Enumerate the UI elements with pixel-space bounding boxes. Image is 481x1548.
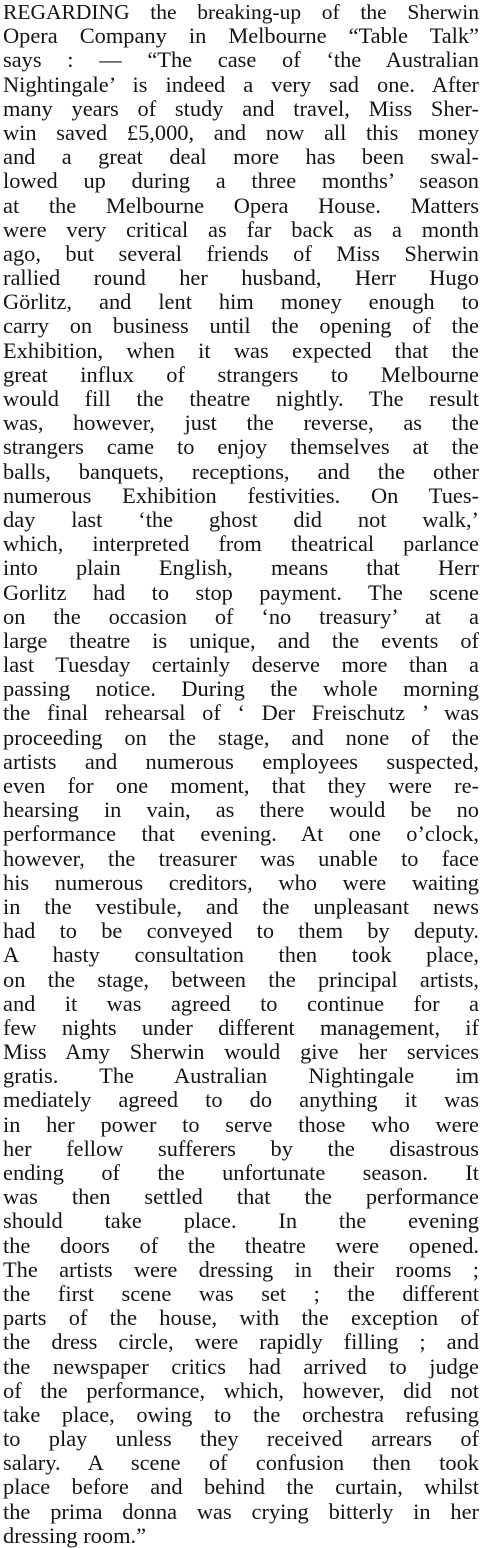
article-line: proceeding on the stage, and none of the <box>3 724 479 750</box>
article-line: her fellow sufferers by the disastrous <box>3 1135 479 1161</box>
article-line: numerous Exhibition festivities. On Tues- <box>3 482 479 508</box>
article-line: the doors of the theatre were opened. <box>3 1232 479 1258</box>
article-line: artists and numerous employees suspected, <box>3 748 479 774</box>
article-line: Nightingale’ is indeed a very sad one. After <box>3 71 479 97</box>
article-line: ago, but several friends of Miss Sherwin <box>3 240 479 266</box>
article-line: place before and behind the curtain, whilst <box>3 1474 479 1500</box>
article-line: even for one moment, that they were re- <box>3 773 479 798</box>
article-line: last Tuesday certainly deserve more than a <box>3 652 479 678</box>
article-line: Miss Amy Sherwin would give her services <box>3 1039 479 1065</box>
article-line: A hasty consultation then took place, <box>3 942 479 968</box>
article-line: Gorlitz had to stop payment. The scene <box>3 579 479 605</box>
article-line: in the vestibule, and the unpleasant news <box>3 893 479 919</box>
article-line: would fill the theatre nightly. The result <box>3 386 479 411</box>
article-line: day last ‘the ghost did not walk,’ <box>3 506 479 532</box>
article-line: Opera Company in Melbourne “Table Talk” <box>3 23 479 49</box>
article-line: the dress circle, were rapidly filling ; and <box>3 1329 479 1355</box>
article-line: Görlitz, and lent him money enough to <box>3 289 479 315</box>
article-line: which, interpreted from theatrical parlance <box>3 531 479 557</box>
article-line: into plain English, means that Herr <box>3 555 479 581</box>
article-line: ending of the unfortunate season. It <box>3 1160 479 1185</box>
article-line: were very critical as far back as a month <box>3 216 479 242</box>
article-line: win saved £5,000, and now all this money <box>3 119 479 145</box>
article-line: Exhibition, when it was expected that the <box>3 337 479 363</box>
article-line: his numerous creditors, who were waiting <box>3 869 479 895</box>
article-line: lowed up during a three months’ season <box>3 168 479 194</box>
article-line: strangers came to enjoy themselves at the <box>3 434 479 460</box>
article-line: take place, owing to the orchestra refusing <box>3 1401 479 1427</box>
article-line: should take place. In the evening <box>3 1208 479 1234</box>
article-line: the first scene was set ; the different <box>3 1280 479 1306</box>
article-line: and it was agreed to continue for a <box>3 990 479 1016</box>
article-line: dressing room.” <box>3 1522 147 1548</box>
article-line: was, however, just the reverse, as the <box>3 410 479 436</box>
article-line: on the occasion of ‘no treasury’ at a <box>3 603 479 629</box>
article-line: on the stage, between the principal artists, <box>3 966 479 992</box>
article-line: great influx of strangers to Melbourne <box>3 361 479 387</box>
article-line: rallied round her husband, Herr Hugo <box>3 265 479 291</box>
article-line: performance that evening. At one o’clock, <box>3 821 479 847</box>
article-line: the final rehearsal of ‘ Der Freischutz ’ was <box>3 700 479 726</box>
article-line: few nights under different management, if <box>3 1014 479 1040</box>
article-line: at the Melbourne Opera House. Matters <box>3 192 479 218</box>
article-line: hearsing in vain, as there would be no <box>3 797 479 823</box>
article-line: large theatre is unique, and the events of <box>3 627 479 653</box>
article-line: of the performance, which, however, did not <box>3 1377 479 1403</box>
article-line: many years of study and travel, Miss Sher- <box>3 95 479 121</box>
article-line: mediately agreed to do anything it was <box>3 1087 479 1113</box>
article-line: and a great deal more has been swal- <box>3 144 479 170</box>
article-line: the prima donna was crying bitterly in her <box>3 1498 479 1524</box>
article-line: balls, banquets, receptions, and the other <box>3 458 479 484</box>
article-opening-line: REGARDING the breaking-up of the Sherwin <box>3 0 479 24</box>
article-line: however, the treasurer was unable to face <box>3 845 479 871</box>
article-line: passing notice. During the whole morning <box>3 676 479 702</box>
article-line: carry on business until the opening of the <box>3 313 479 339</box>
article-line: The artists were dressing in their rooms ; <box>3 1256 479 1282</box>
article-line: gratis. The Australian Nightingale im <box>3 1063 479 1089</box>
article-line: the newspaper critics had arrived to judge <box>3 1353 479 1379</box>
article-line: had to be conveyed to them by deputy. <box>3 918 479 944</box>
article-line: in her power to serve those who were <box>3 1111 479 1137</box>
article-line: to play unless they received arrears of <box>3 1426 479 1452</box>
article-line: parts of the house, with the exception of <box>3 1305 479 1331</box>
article-line: says : — “The case of ‘the Australian <box>3 47 479 73</box>
article-line: salary. A scene of confusion then took <box>3 1450 479 1476</box>
article-line: was then settled that the performance <box>3 1184 479 1210</box>
